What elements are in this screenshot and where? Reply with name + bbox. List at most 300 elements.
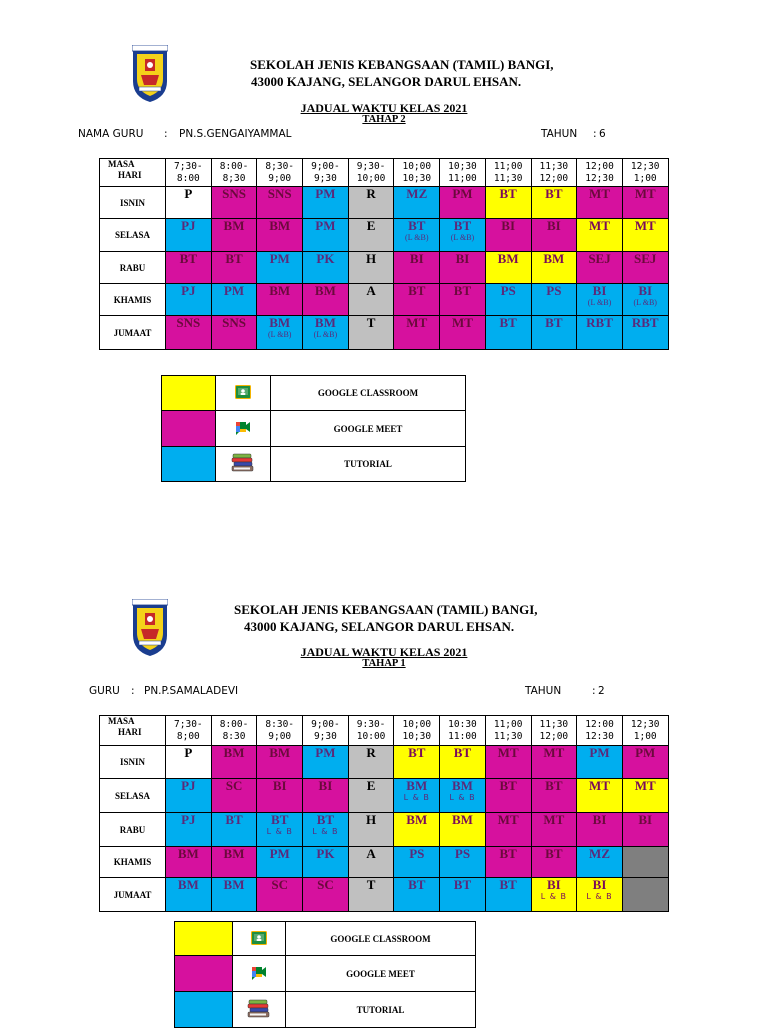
subject-cell	[485, 779, 531, 813]
subject-code: PK	[316, 251, 335, 266]
subject-code: SNS	[176, 315, 201, 330]
subject-code: H	[366, 812, 377, 827]
day-row	[100, 746, 669, 779]
subject-code: PS	[409, 846, 425, 861]
subject-code: PJ	[181, 283, 196, 298]
hari-label: HARI	[118, 727, 142, 737]
subject-code: MT	[589, 218, 610, 233]
time-slot-header	[577, 159, 623, 187]
day-row	[100, 878, 669, 912]
subject-cell	[303, 316, 349, 350]
time-slot-header	[348, 716, 394, 746]
day-label: ISNIN	[100, 187, 166, 219]
subject-cell	[485, 813, 531, 847]
time-slot-header	[303, 159, 349, 187]
subject-cell	[166, 316, 212, 350]
time-slot-end: 8;30	[222, 172, 246, 184]
subject-note: (L &B)	[267, 330, 292, 339]
subject-cell	[303, 284, 349, 316]
subject-cell	[394, 779, 440, 813]
legend-row	[175, 956, 476, 992]
subject-code: A	[366, 846, 376, 861]
time-slot-start: 11;00	[493, 160, 523, 172]
legend-row	[162, 376, 466, 411]
subject-code: MZ	[589, 846, 610, 861]
subject-code: PK	[316, 846, 335, 861]
subject-cell	[622, 284, 668, 316]
subject-cell	[577, 878, 623, 912]
time-slot-header	[303, 716, 349, 746]
subject-cell	[622, 779, 668, 813]
subject-code: BM	[223, 745, 245, 760]
subject-code: BT	[499, 846, 517, 861]
subject-note: L & B	[266, 827, 293, 836]
timetable-grid	[99, 158, 669, 350]
teacher-name: PN.P.SAMALADEVI	[144, 685, 239, 697]
time-slot-start: 9;30-	[356, 160, 386, 172]
time-slot-header	[622, 159, 668, 187]
subject-code: BM	[314, 283, 336, 298]
legend-row	[175, 922, 476, 956]
subject-cell	[531, 316, 577, 350]
time-slot-end: 9;00	[268, 730, 292, 742]
time-slot-start: 9;00-	[311, 718, 340, 730]
subject-code: BM	[451, 812, 473, 827]
subject-code: PS	[500, 283, 516, 298]
subject-cell	[257, 847, 303, 878]
subject-code: BT	[225, 251, 243, 266]
subject-code: BI	[592, 812, 607, 827]
year-separator: :	[592, 685, 596, 697]
subject-cell	[348, 779, 394, 813]
subject-code: BM	[223, 218, 245, 233]
google-meet-icon	[233, 956, 286, 992]
subject-code: H	[366, 251, 377, 266]
time-slot-end: 8;00	[176, 730, 200, 742]
subject-cell	[531, 779, 577, 813]
time-slot-start: 12:00	[585, 718, 614, 730]
year-value: 2	[598, 685, 605, 697]
subject-note: (L &B)	[450, 233, 475, 242]
subject-code: SC	[271, 877, 289, 892]
time-slot-end: 11;30	[493, 730, 523, 742]
subject-cell	[531, 878, 577, 912]
subject-code: PM	[635, 745, 656, 760]
subject-code: MT	[406, 315, 428, 330]
subject-cell	[166, 746, 212, 779]
subject-cell	[257, 316, 303, 350]
school-name-line-1: SEKOLAH JENIS KEBANGSAAN (TAMIL) BANGI,	[250, 57, 554, 72]
subject-cell	[577, 219, 623, 252]
subject-code: SC	[317, 877, 334, 892]
subject-code: BM	[269, 745, 291, 760]
time-slot-header	[531, 159, 577, 187]
subject-code: BI	[409, 251, 424, 266]
time-slot-header	[440, 159, 486, 187]
legend-color-swatch	[175, 992, 233, 1028]
subject-cell	[485, 746, 531, 779]
subject-code: BM	[269, 218, 291, 233]
day-label: ISNIN	[100, 746, 166, 779]
subject-code: SNS	[222, 315, 246, 330]
subject-note: L & B	[449, 793, 476, 802]
subject-cell	[257, 813, 303, 847]
subject-code: BT	[316, 812, 335, 827]
subject-note: L & B	[586, 892, 613, 901]
subject-cell	[485, 316, 531, 350]
subject-cell	[211, 316, 257, 350]
time-slot-start: 8:00-	[219, 718, 249, 730]
time-slot-header	[211, 716, 257, 746]
time-slot-end: 8:00	[176, 172, 200, 184]
subject-code: BI	[592, 877, 607, 892]
timetable-title: JADUAL WAKTU KELAS 2021	[300, 645, 468, 659]
subject-code: R	[366, 186, 376, 201]
subject-code: BM	[177, 877, 199, 892]
subject-code: E	[366, 778, 376, 793]
subject-cell	[622, 847, 668, 878]
legend-label: GOOGLE CLASSROOM	[286, 922, 476, 956]
subject-code: PM	[315, 186, 336, 201]
year-value: 6	[599, 128, 606, 140]
subject-code: T	[366, 315, 376, 330]
day-label: KHAMIS	[100, 847, 166, 878]
subject-cell	[440, 746, 486, 779]
subject-cell	[440, 187, 486, 219]
subject-code: SNS	[222, 186, 246, 201]
time-slot-end: 11:00	[448, 730, 477, 742]
subject-cell	[394, 284, 440, 316]
subject-code: PS	[454, 846, 471, 861]
subject-cell	[577, 316, 623, 350]
subject-cell	[166, 847, 212, 878]
subject-cell	[211, 284, 257, 316]
year-separator: :	[593, 128, 597, 140]
subject-code: PJ	[181, 812, 196, 827]
legend-color-swatch	[162, 411, 216, 447]
subject-code: BT	[453, 283, 472, 298]
legend-label: GOOGLE MEET	[286, 956, 476, 992]
subject-cell	[485, 252, 531, 284]
subject-cell	[440, 252, 486, 284]
subject-code: BT	[499, 877, 517, 892]
subject-cell	[577, 779, 623, 813]
subject-cell	[303, 813, 349, 847]
subject-cell	[622, 813, 668, 847]
subject-cell	[531, 219, 577, 252]
school-name-line-1: SEKOLAH JENIS KEBANGSAAN (TAMIL) BANGI,	[234, 602, 538, 617]
teacher-label: NAMA GURU	[78, 128, 144, 140]
teacher-name: PN.S.GENGAIYAMMAL	[179, 128, 292, 140]
subject-code: MT	[543, 812, 565, 827]
subject-code: PM	[269, 846, 290, 861]
day-row	[100, 847, 669, 878]
year-label: TAHUN	[541, 128, 578, 140]
subject-note: L & B	[540, 892, 567, 901]
subject-cell	[394, 746, 440, 779]
subject-code: BM	[497, 251, 519, 266]
school-crest-logo	[132, 45, 168, 103]
subject-code: BM	[177, 846, 199, 861]
subject-code: BT	[499, 315, 517, 330]
subject-code: BM	[223, 846, 245, 861]
subject-code: PJ	[181, 218, 196, 233]
day-row	[100, 813, 669, 847]
subject-cell	[622, 252, 668, 284]
subject-code: BI	[546, 218, 561, 233]
subject-code: BT	[179, 251, 198, 266]
subject-code: MT	[634, 186, 656, 201]
hari-label: HARI	[118, 170, 142, 180]
subject-cell	[531, 746, 577, 779]
time-slot-start: 11;30	[539, 718, 569, 730]
day-label: JUMAAT	[100, 316, 166, 350]
day-label: SELASA	[100, 219, 166, 252]
subject-cell	[166, 187, 212, 219]
time-slot-start: 10;00	[402, 160, 432, 172]
header-row	[100, 716, 669, 746]
teacher-separator: :	[164, 128, 168, 140]
subject-cell	[531, 847, 577, 878]
subject-code: PM	[589, 745, 610, 760]
subject-cell	[257, 746, 303, 779]
subject-cell	[577, 847, 623, 878]
time-slot-end: 12;00	[539, 730, 569, 742]
subject-code: BM	[269, 315, 291, 330]
school-header	[250, 56, 554, 90]
subject-code: BT	[453, 877, 472, 892]
subject-code: BM	[406, 812, 428, 827]
subject-cell	[394, 316, 440, 350]
subject-cell	[394, 252, 440, 284]
subject-code: BM	[314, 315, 336, 330]
subject-cell	[440, 779, 486, 813]
time-slot-start: 12;30	[630, 160, 660, 172]
subject-code: BT	[499, 186, 517, 201]
time-slot-header	[485, 159, 531, 187]
subject-cell	[348, 284, 394, 316]
subject-code: BI	[546, 877, 561, 892]
subject-code: RBT	[631, 315, 659, 330]
subject-cell	[622, 187, 668, 219]
subject-code: BI	[638, 812, 653, 827]
subject-code: BT	[225, 812, 243, 827]
subject-code: BT	[545, 315, 563, 330]
subject-code: BT	[408, 745, 426, 760]
day-label: RABU	[100, 813, 166, 847]
legend-row	[162, 411, 466, 447]
subject-code: BM	[223, 877, 245, 892]
legend-color-swatch	[175, 956, 233, 992]
subject-cell	[303, 779, 349, 813]
day-row	[100, 316, 669, 350]
time-slot-start: 7;30-	[174, 160, 203, 172]
subject-code: PM	[315, 745, 336, 760]
stage-label: TAHAP 2	[362, 114, 406, 125]
subject-code: PS	[546, 283, 562, 298]
subject-code: P	[184, 745, 193, 760]
subject-cell	[577, 284, 623, 316]
subject-code: T	[366, 877, 376, 892]
subject-code: SEJ	[588, 251, 611, 266]
subject-code: BT	[408, 218, 426, 233]
subject-cell	[303, 219, 349, 252]
day-label: JUMAAT	[100, 878, 166, 912]
header-row	[100, 159, 669, 187]
timetable-sheet-2	[0, 512, 768, 1024]
subject-note: L & B	[403, 793, 430, 802]
subject-code: PM	[223, 283, 245, 298]
time-slot-end: 9;30	[313, 172, 337, 184]
subject-cell	[485, 847, 531, 878]
year-label: TAHUN	[525, 685, 562, 697]
teacher-separator: :	[131, 685, 135, 697]
subject-cell	[211, 878, 257, 912]
subject-cell	[440, 284, 486, 316]
time-slot-start: 9:30-	[356, 718, 386, 730]
subject-cell	[348, 847, 394, 878]
subject-code: MT	[497, 745, 519, 760]
subject-code: BM	[269, 283, 291, 298]
subject-cell	[303, 746, 349, 779]
subject-code: BM	[543, 251, 565, 266]
subject-cell	[531, 187, 577, 219]
subject-cell	[394, 878, 440, 912]
subject-code: MT	[451, 315, 473, 330]
subject-note: (L &B)	[633, 298, 657, 307]
subject-code: BI	[501, 218, 516, 233]
subject-note: L & B	[312, 827, 339, 836]
subject-cell	[394, 219, 440, 252]
time-slot-header	[531, 716, 577, 746]
time-slot-header	[166, 716, 212, 746]
subject-cell	[348, 746, 394, 779]
school-address-line-2: 43000 KAJANG, SELANGOR DARUL EHSAN.	[244, 619, 515, 634]
subject-cell	[531, 813, 577, 847]
time-slot-start: 12;00	[585, 160, 614, 172]
subject-code: BT	[271, 812, 289, 827]
subject-code: A	[366, 283, 376, 298]
time-slot-header	[394, 716, 440, 746]
day-row	[100, 252, 669, 284]
time-slot-start: 11;00	[493, 718, 523, 730]
legend-table	[174, 921, 476, 1028]
subject-code: BI	[638, 283, 653, 298]
subject-code: BT	[545, 778, 563, 793]
time-slot-start: 8;30-	[265, 160, 295, 172]
subject-cell	[166, 284, 212, 316]
subject-cell	[211, 746, 257, 779]
legend-label: GOOGLE CLASSROOM	[271, 376, 466, 411]
subject-cell	[211, 779, 257, 813]
time-slot-start: 8:30-	[265, 718, 295, 730]
subject-cell	[440, 813, 486, 847]
time-slot-start: 9;00-	[311, 160, 340, 172]
subject-code: BI	[272, 778, 287, 793]
subject-cell	[348, 187, 394, 219]
subject-cell	[211, 252, 257, 284]
subject-code: R	[366, 745, 376, 760]
subject-code: BT	[453, 218, 472, 233]
subject-code: BT	[545, 846, 563, 861]
time-slot-end: 12;30	[585, 172, 614, 184]
subject-cell	[394, 813, 440, 847]
timetable-title: JADUAL WAKTU KELAS 2021	[300, 101, 468, 115]
subject-cell	[577, 746, 623, 779]
subject-cell	[577, 813, 623, 847]
subject-code: SNS	[267, 186, 292, 201]
subject-code: MT	[497, 812, 519, 827]
time-slot-start: 10;30	[448, 160, 477, 172]
subject-cell	[303, 847, 349, 878]
time-slot-header	[394, 159, 440, 187]
subject-cell	[577, 187, 623, 219]
subject-cell	[257, 284, 303, 316]
time-slot-header	[166, 159, 212, 187]
google-classroom-icon	[216, 376, 271, 411]
subject-code: MT	[589, 778, 610, 793]
masa-hari-header-cell	[100, 159, 166, 187]
subject-cell	[622, 219, 668, 252]
masa-hari-header-cell	[100, 716, 166, 746]
subject-code: MZ	[406, 186, 428, 201]
subject-cell	[303, 187, 349, 219]
time-slot-header	[485, 716, 531, 746]
google-meet-icon	[216, 411, 271, 447]
subject-cell	[211, 187, 257, 219]
timetable-sheet-1	[0, 0, 768, 512]
subject-code: BT	[408, 283, 426, 298]
subject-cell	[440, 219, 486, 252]
teacher-label: GURU	[89, 685, 120, 697]
subject-cell	[348, 878, 394, 912]
school-address-line-2: 43000 KAJANG, SELANGOR DARUL EHSAN.	[251, 74, 522, 89]
subject-cell	[394, 847, 440, 878]
time-slot-header	[622, 716, 668, 746]
legend-row	[162, 447, 466, 482]
time-slot-start: 11;30	[539, 160, 569, 172]
subject-cell	[166, 878, 212, 912]
subject-code: BT	[545, 186, 563, 201]
legend-color-swatch	[162, 376, 216, 411]
subject-cell	[166, 219, 212, 252]
subject-code: BI	[318, 778, 333, 793]
subject-code: PM	[315, 218, 336, 233]
day-row	[100, 284, 669, 316]
day-label: SELASA	[100, 779, 166, 813]
subject-code: BI	[592, 283, 607, 298]
subject-cell	[485, 219, 531, 252]
subject-cell	[485, 187, 531, 219]
subject-code: BT	[408, 877, 426, 892]
subject-cell	[440, 316, 486, 350]
time-slot-end: 11;30	[493, 172, 523, 184]
time-slot-end: 10;30	[402, 172, 432, 184]
legend-label: TUTORIAL	[271, 447, 466, 482]
google-classroom-icon	[233, 922, 286, 956]
subject-cell	[257, 187, 303, 219]
subject-code: MT	[634, 218, 656, 233]
masa-label: MASA	[108, 159, 135, 169]
subject-code: SC	[225, 778, 243, 793]
subject-cell	[485, 878, 531, 912]
subject-cell	[622, 878, 668, 912]
time-slot-start: 10;00	[402, 718, 432, 730]
subject-cell	[348, 252, 394, 284]
time-slot-header	[348, 159, 394, 187]
subject-cell	[394, 187, 440, 219]
subject-cell	[211, 219, 257, 252]
